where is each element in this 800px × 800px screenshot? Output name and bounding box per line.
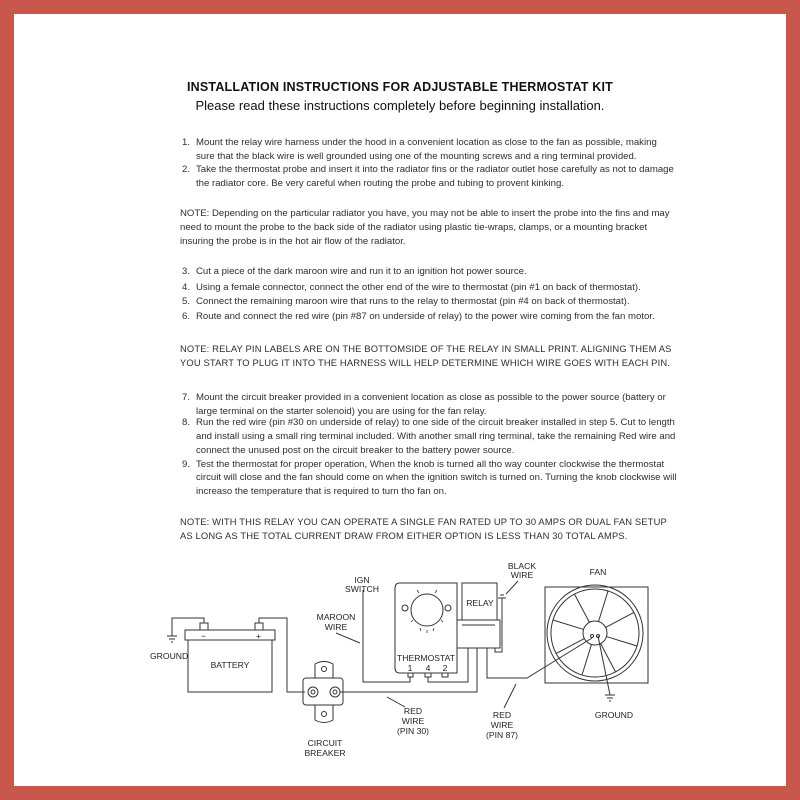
thermostat-knob[interactable]: [411, 594, 443, 626]
step-text: Using a female connector, connect the other end of the wire to thermostat (pin #1 on back of thermostat).: [196, 282, 641, 293]
red-wire-label: RED: [403, 706, 423, 716]
step-text: circuit will close and the fan should come on when the ignition switch is turned on. Turning the knob clockwise will: [196, 472, 677, 483]
note-text: need to mount the probe to the back side of the radiator using plastic tie-wraps, clamps, or a mounting bracket: [180, 222, 648, 233]
fan-blade: [553, 620, 584, 629]
maroon-label: WIRE: [324, 622, 348, 632]
fan-ground-wire: [598, 636, 610, 695]
breaker-label: BREAKER: [304, 748, 346, 758]
note-text: AS LONG AS THE TOTAL CURRENT DRAW FROM EITHER OPTION IS LESS THAN 30 TOTAL AMPS.: [180, 530, 628, 541]
ground-icon: [498, 595, 506, 598]
step-number: 1.: [182, 137, 191, 148]
pin-label: 2: [442, 663, 448, 673]
ign-label: SWITCH: [345, 584, 379, 594]
step-text: Test the thermostat for proper operation, When the knob is turned all tho way counter clockwise the thermostat: [196, 459, 665, 470]
document-subtitle: Please read these instructions completely before beginning installation.: [195, 98, 605, 113]
positive-wire: [259, 618, 305, 692]
note-text: NOTE: WITH THIS RELAY YOU CAN OPERATE A SINGLE FAN RATED UP TO 30 AMPS OR DUAL FAN SETUP: [180, 516, 667, 527]
step-text: the radiator core. Be very careful when routing the probe and tubing to provent kinking.: [196, 178, 564, 189]
black-wire: [495, 598, 502, 652]
step-text: and install using a small ring terminal included. With another small ring terminal, take the remaining Red wire and: [196, 431, 676, 442]
step-number: 2.: [182, 164, 191, 175]
fan-blade: [582, 644, 591, 675]
step-text: increaso the temperature that is required to turn tho fan on.: [196, 486, 447, 497]
note-text: NOTE: Depending on the particular radiator you have, you may not be able to insert the probe into the fins and may: [180, 208, 670, 219]
red-wire-label: (PIN 30): [397, 726, 429, 736]
step-text: Connect the remaining maroon wire that runs to the relay to thermostat (pin #4 on back of thermostat).: [196, 296, 630, 307]
arrow-icon: [336, 633, 360, 643]
maroon-label: MAROON: [316, 612, 356, 622]
plus-label: +: [256, 631, 262, 641]
maroon-wire-ign: [363, 590, 410, 682]
step-text: connect the unused post on the circuit breaker to the battery power source.: [196, 445, 515, 456]
step-number: 6.: [182, 311, 191, 322]
battery-label: BATTERY: [210, 660, 250, 670]
black-wire-label: WIRE: [510, 570, 534, 580]
arrow-icon: [387, 697, 405, 707]
battery: [185, 623, 275, 692]
ground-icon: [167, 636, 177, 642]
note-text: insuring the probe is in the hot air flow of the radiator.: [180, 236, 406, 247]
minus-label: −: [201, 631, 207, 641]
step-text: Mount the circuit breaker provided in a convenient location as close as possible to the power source (battery or: [196, 392, 666, 403]
red-wire-label: RED: [492, 710, 512, 720]
relay-label: RELAY: [466, 598, 494, 608]
step-number: 4.: [182, 282, 191, 293]
step-text: Route and connect the red wire (pin #87 on underside of relay) to the power wire coming from the fan motor.: [196, 311, 655, 322]
thermostat: [395, 583, 457, 677]
black-wire-label: BLACK: [507, 561, 537, 571]
circuit-breaker: [303, 662, 343, 723]
ign-label: IGN: [354, 575, 370, 585]
fan-blade: [599, 591, 608, 622]
red-wire-label: WIRE: [490, 720, 514, 730]
step-number: 8.: [182, 417, 191, 428]
pin-label: 1: [407, 663, 413, 673]
fan: [545, 585, 648, 683]
ground-label: GROUND: [150, 651, 189, 661]
arrow-icon: [506, 581, 518, 594]
note-text: NOTE: RELAY PIN LABELS ARE ON THE BOTTOMSIDE OF THE RELAY IN SMALL PRINT. ALIGNING THEM AS: [180, 343, 672, 354]
fan-blade: [606, 612, 634, 627]
step-text: Take the thermostat probe and insert it into the radiator fins or the radiator outlet hose carefully as not to damage: [196, 164, 674, 175]
step-number: 7.: [182, 392, 191, 403]
fan-label: FAN: [589, 567, 607, 577]
ground-icon: [605, 695, 615, 701]
breaker-label: CIRCUIT: [307, 738, 343, 748]
arrow-icon: [504, 684, 516, 708]
note-text: YOU START TO PLUG IT INTO THE HARNESS WILL HELP DETERMINE WHICH WIRE GOES WITH EACH PIN.: [180, 357, 671, 368]
relay: [457, 583, 500, 648]
fan-blade: [574, 594, 589, 622]
document-title: INSTALLATION INSTRUCTIONS FOR ADJUSTABLE THERMOSTAT KIT: [186, 80, 614, 94]
red-wire-label: (PIN 87): [486, 730, 518, 740]
fan-blade: [606, 637, 637, 646]
red-wire-pin87: [487, 638, 592, 678]
step-number: 5.: [182, 296, 191, 307]
ground-wire: [172, 618, 204, 636]
step-number: 3.: [182, 266, 191, 277]
thermostat-label: THERMOSTAT: [397, 653, 455, 663]
step-text: sure that the black wire is well grounded using one of the mounting screws and a ring terminal provided.: [196, 151, 637, 162]
step-number: 9.: [182, 459, 191, 470]
pin-label: 4: [425, 663, 431, 673]
step-text: Cut a piece of the dark maroon wire and run it to an ignition hot power source.: [196, 266, 527, 277]
step-text: large terminal on the starter solenoid) you are using for the fan relay.: [196, 406, 487, 417]
red-wire-label: WIRE: [401, 716, 425, 726]
ground-label: GROUND: [594, 710, 634, 720]
step-text: Mount the relay wire harness under the hood in a convenient location as close to the fan as possible, making: [196, 137, 657, 148]
step-text: Run the red wire (pin #30 on underside of relay) to one side of the circuit breaker installed in step 5. Cut to length: [196, 417, 675, 428]
